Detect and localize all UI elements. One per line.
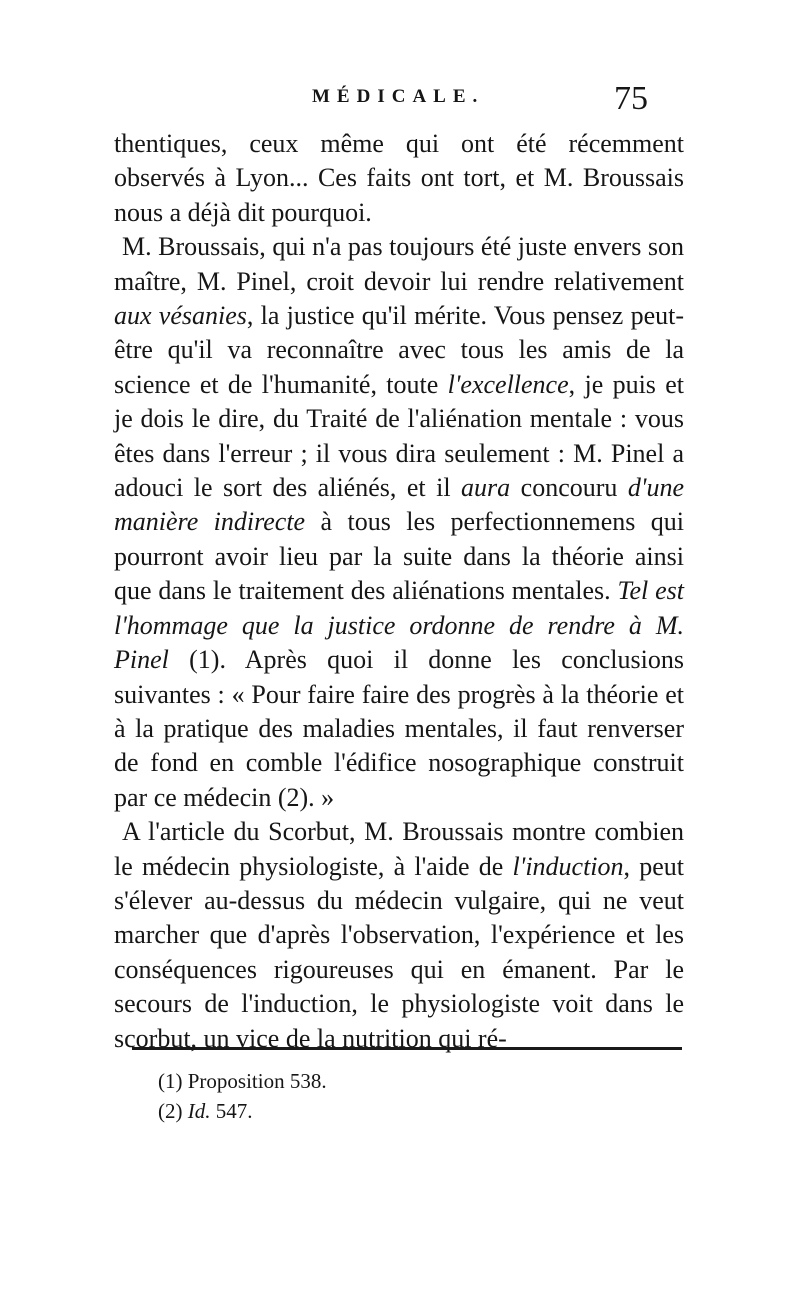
footnote-text: 547. (210, 1099, 253, 1123)
italic-run: Tel est l'hommage que la justice ordonne de rendre à M. Pinel (114, 576, 684, 675)
italic-run: l'excellence (447, 369, 569, 399)
text-run: , je puis et je dois le dire, du Traité de l'aliénation mentale : vous êtes dans l'erreur ; il vous dira seulement : M. Pinel a adouci le sort des aliénés, et il (114, 369, 685, 503)
text-run: (1). Après quoi il donne les conclusions suivantes : « Pour faire faire des progrès à la théorie et à la pratique des maladies mentales, il faut renverser de fond en comble l'édifice nosographique construit par ce médecin (2). » (114, 645, 684, 812)
footnote-marker: (1) (158, 1069, 183, 1093)
paragraph-3 (114, 815, 684, 1056)
italic-run: d'une manière indirecte (114, 473, 684, 537)
page-number: 75 (614, 80, 648, 117)
running-title: MÉDICALE. (312, 86, 485, 107)
text-run: concouru (510, 473, 628, 503)
body-text (114, 127, 684, 1056)
footnote-2 (158, 1096, 327, 1126)
footnote-rule (132, 1047, 682, 1050)
italic-run: aux vésanies (114, 301, 247, 331)
italic-run: aura (461, 473, 511, 503)
text-run: , peut s'élever au-dessus du médecin vulgaire, qui ne veut marcher que d'après l'observation, l'expérience et les conséquences rigoureuses qui en émanent. Par le secours de l'induction, le physiologiste voit dans le scorbut, un vice de la nutrition qui ré- (114, 851, 685, 1053)
footnote-1 (158, 1066, 327, 1096)
text-run: A l'article du Scorbut, M. Broussais montre combien le médecin physiologiste, à l'aide de (114, 817, 684, 881)
text-run: M. Broussais, qui n'a pas toujours été juste envers son maître, M. Pinel, croit devoir lui rendre relativement (114, 232, 684, 296)
footnote-marker: (2) (158, 1099, 183, 1123)
footnote-text: Proposition 538. (182, 1069, 327, 1093)
footnote-italic: Id. (187, 1099, 211, 1123)
paragraph-1: thentiques, ceux même qui ont été récemment observés à Lyon... Ces faits ont tort, et M. Broussais nous a déjà dit pourquoi. (114, 129, 684, 227)
text-run: à tous les perfectionnemens qui pourront avoir lieu par la suite dans la théorie ainsi que dans le traitement des aliénations mentales. (114, 507, 684, 606)
italic-run: l'induction (512, 851, 624, 881)
footnotes (158, 1066, 327, 1126)
paragraph-2 (114, 230, 684, 815)
text-run: , la justice qu'il mérite. Vous pensez peut-être qu'il va reconnaître avec tous les amis de la science et de l'humanité, toute (114, 301, 684, 399)
